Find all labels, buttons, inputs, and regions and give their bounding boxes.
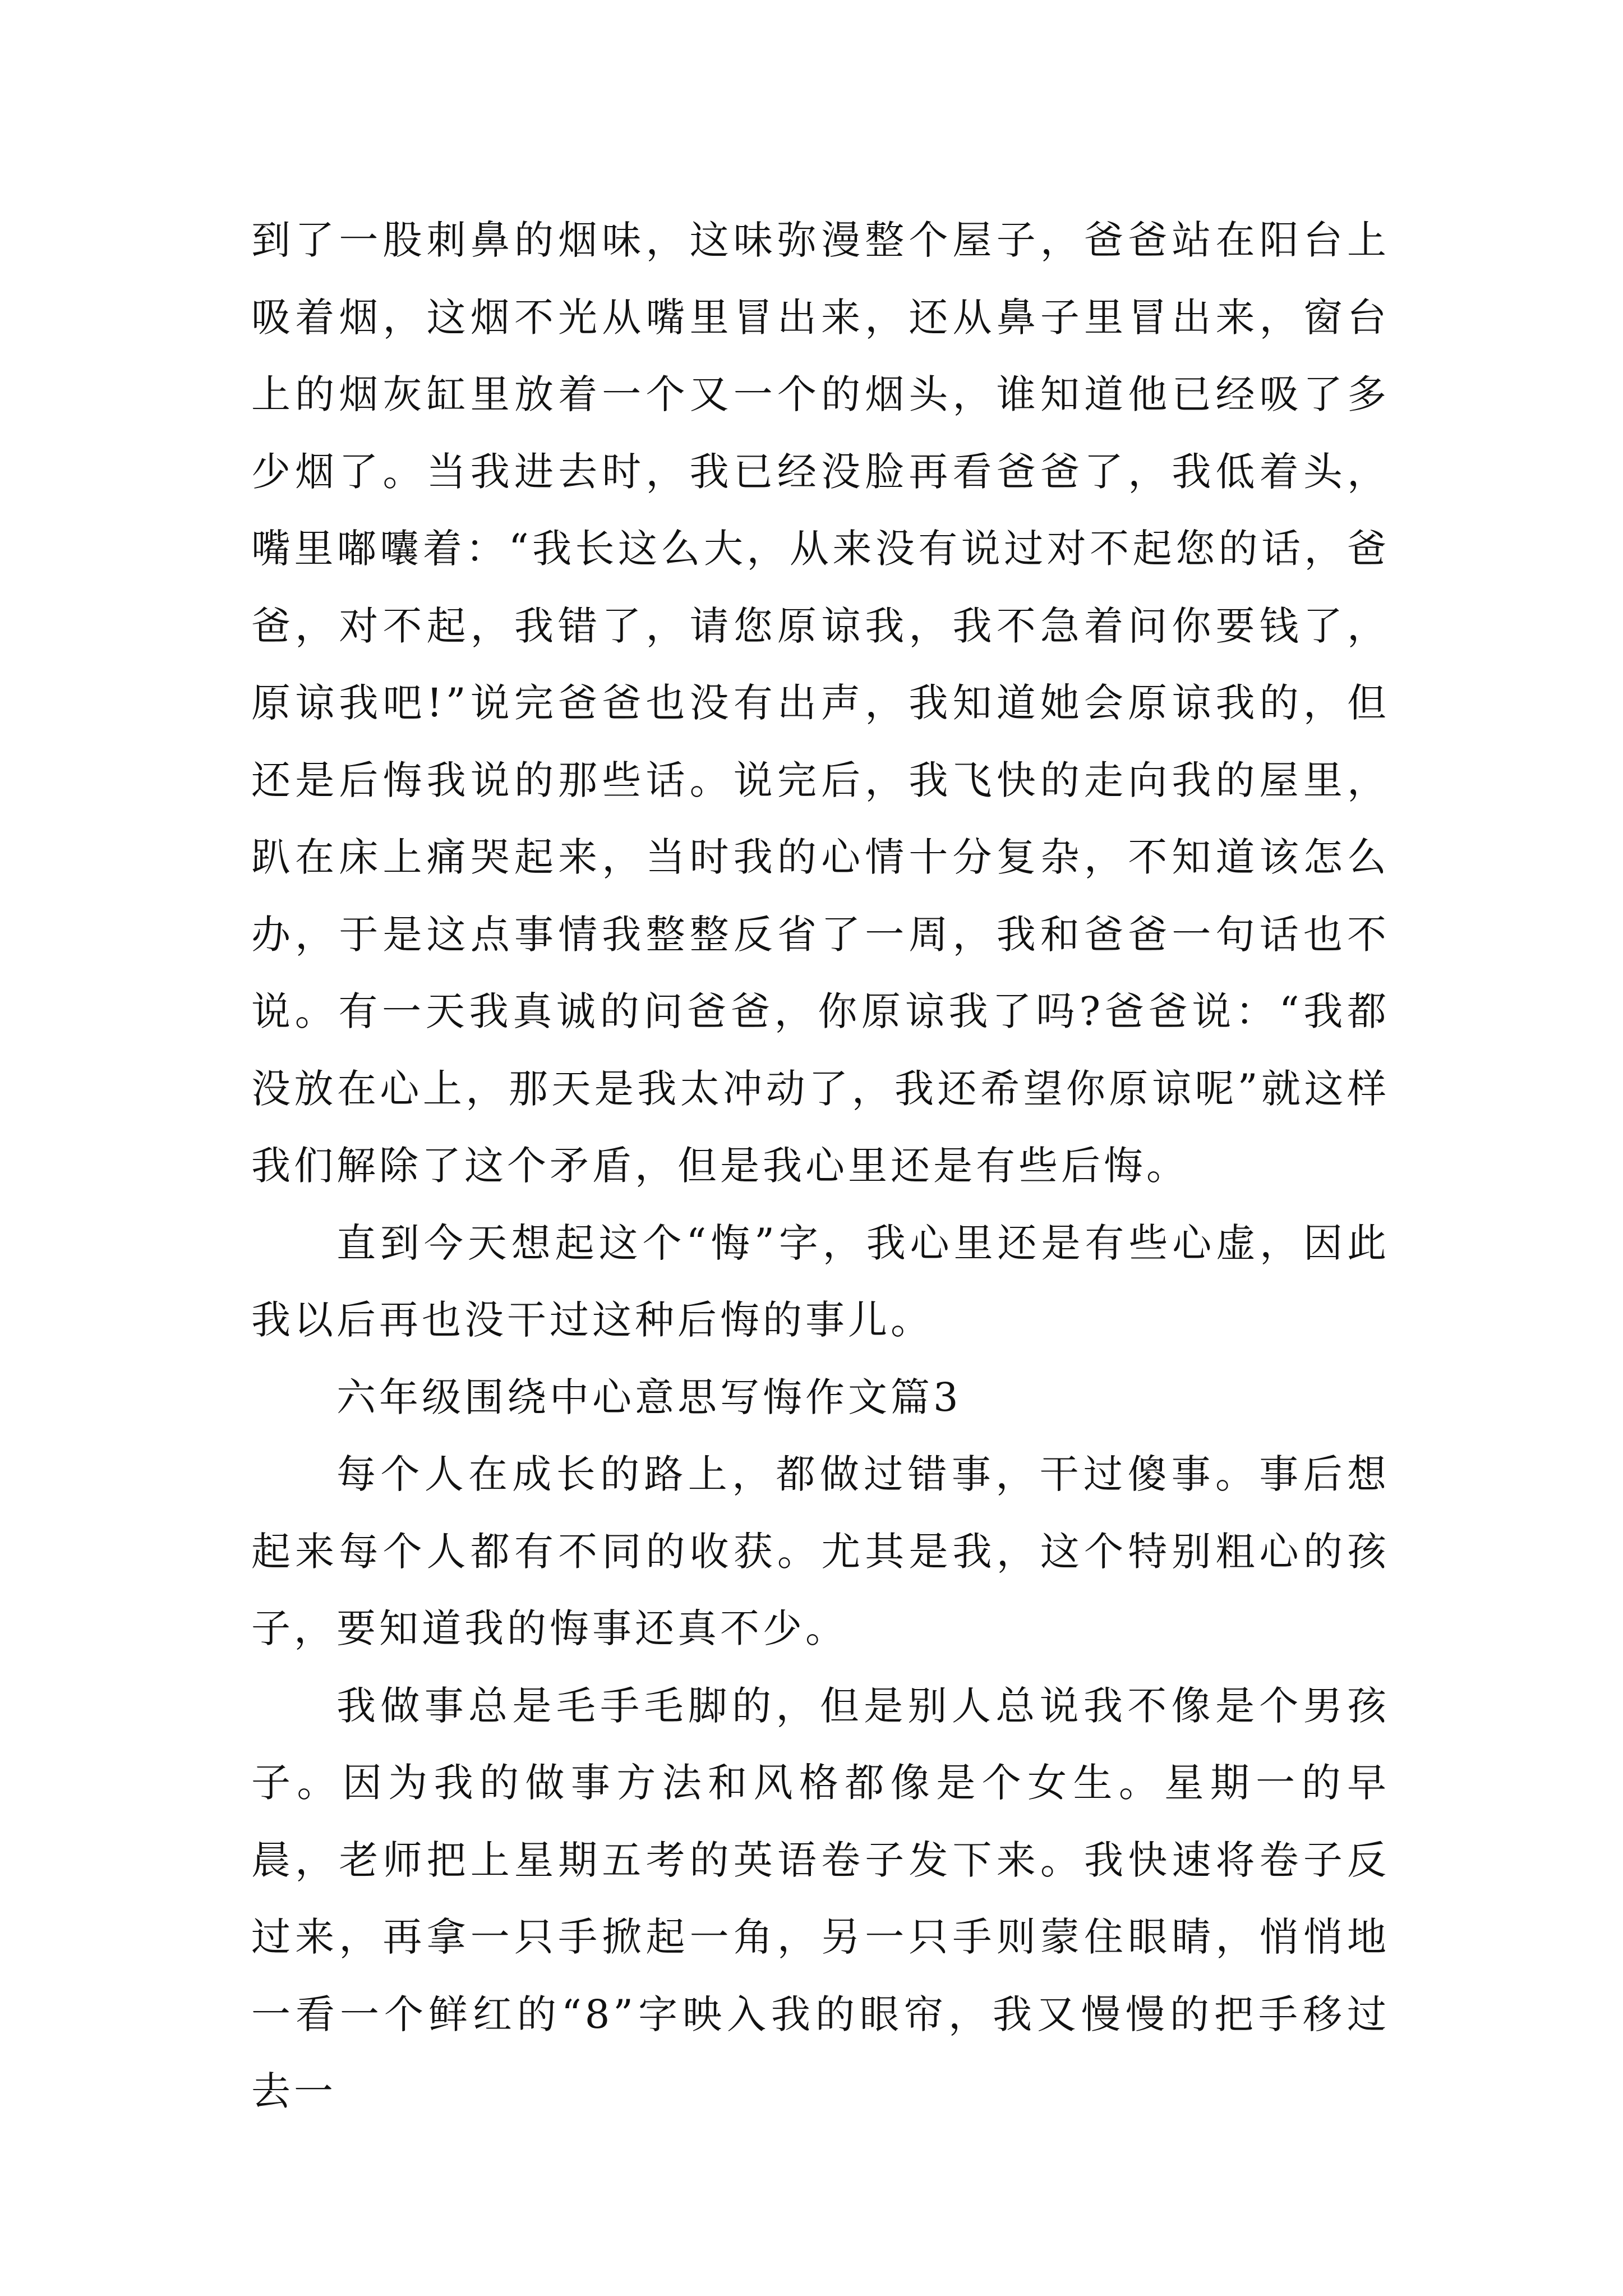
section-heading: 六年级围绕中心意思写悔作文篇3 <box>336 1374 962 1420</box>
body-text <box>251 202 1390 2131</box>
paragraph-2: 直到今天想起这个“悔”字，我心里还是有些心虚，因此我以后再也没干过这种后悔的事儿。 <box>251 1220 1390 1343</box>
paragraph-4: 我做事总是毛手毛脚的，但是别人总说我不像是个男孩子。因为我的做事方法和风格都像是个女生。星期一的早晨，老师把上星期五考的英语卷子发下来。我快速将卷子反过来，再拿一只手掀起一角，另一只手则蒙住眼睛，悄悄地一看一个鲜红的“8”字映入我的眼帘，我又慢慢的把手移过去一 <box>251 1682 1390 2114</box>
paragraph-1: 到了一股刺鼻的烟味，这味弥漫整个屋子，爸爸站在阳台上吸着烟，这烟不光从嘴里冒出来，还从鼻子里冒出来，窗台上的烟灰缸里放着一个又一个的烟头，谁知道他已经吸了多少烟了。当我进去时，我已经没脸再看爸爸了，我低着头，嘴里嘟囔着：“我长这么大，从来没有说过对不起您的话，爸爸，对不起，我错了，请您原谅我，我不急着问你要钱了，原谅我吧!”说完爸爸也没有出声，我知道她会原谅我的，但还是后悔我说的那些话。说完后，我飞快的走向我的屋里，趴在床上痛哭起来，当时我的心情十分复杂，不知道该怎么办，于是这点事情我整整反省了一周，我和爸爸一句话也不说。有一天我真诚的问爸爸，你原谅我了吗?爸爸说：“我都没放在心上，那天是我太冲动了，我还希望你原谅呢”就这样我们解除了这个矛盾，但是我心里还是有些后悔。 <box>251 217 1390 1189</box>
paragraph-3: 每个人在成长的路上，都做过错事，干过傻事。事后想起来每个人都有不同的收获。尤其是我，这个特别粗心的孩子，要知道我的悔事还真不少。 <box>251 1451 1390 1651</box>
